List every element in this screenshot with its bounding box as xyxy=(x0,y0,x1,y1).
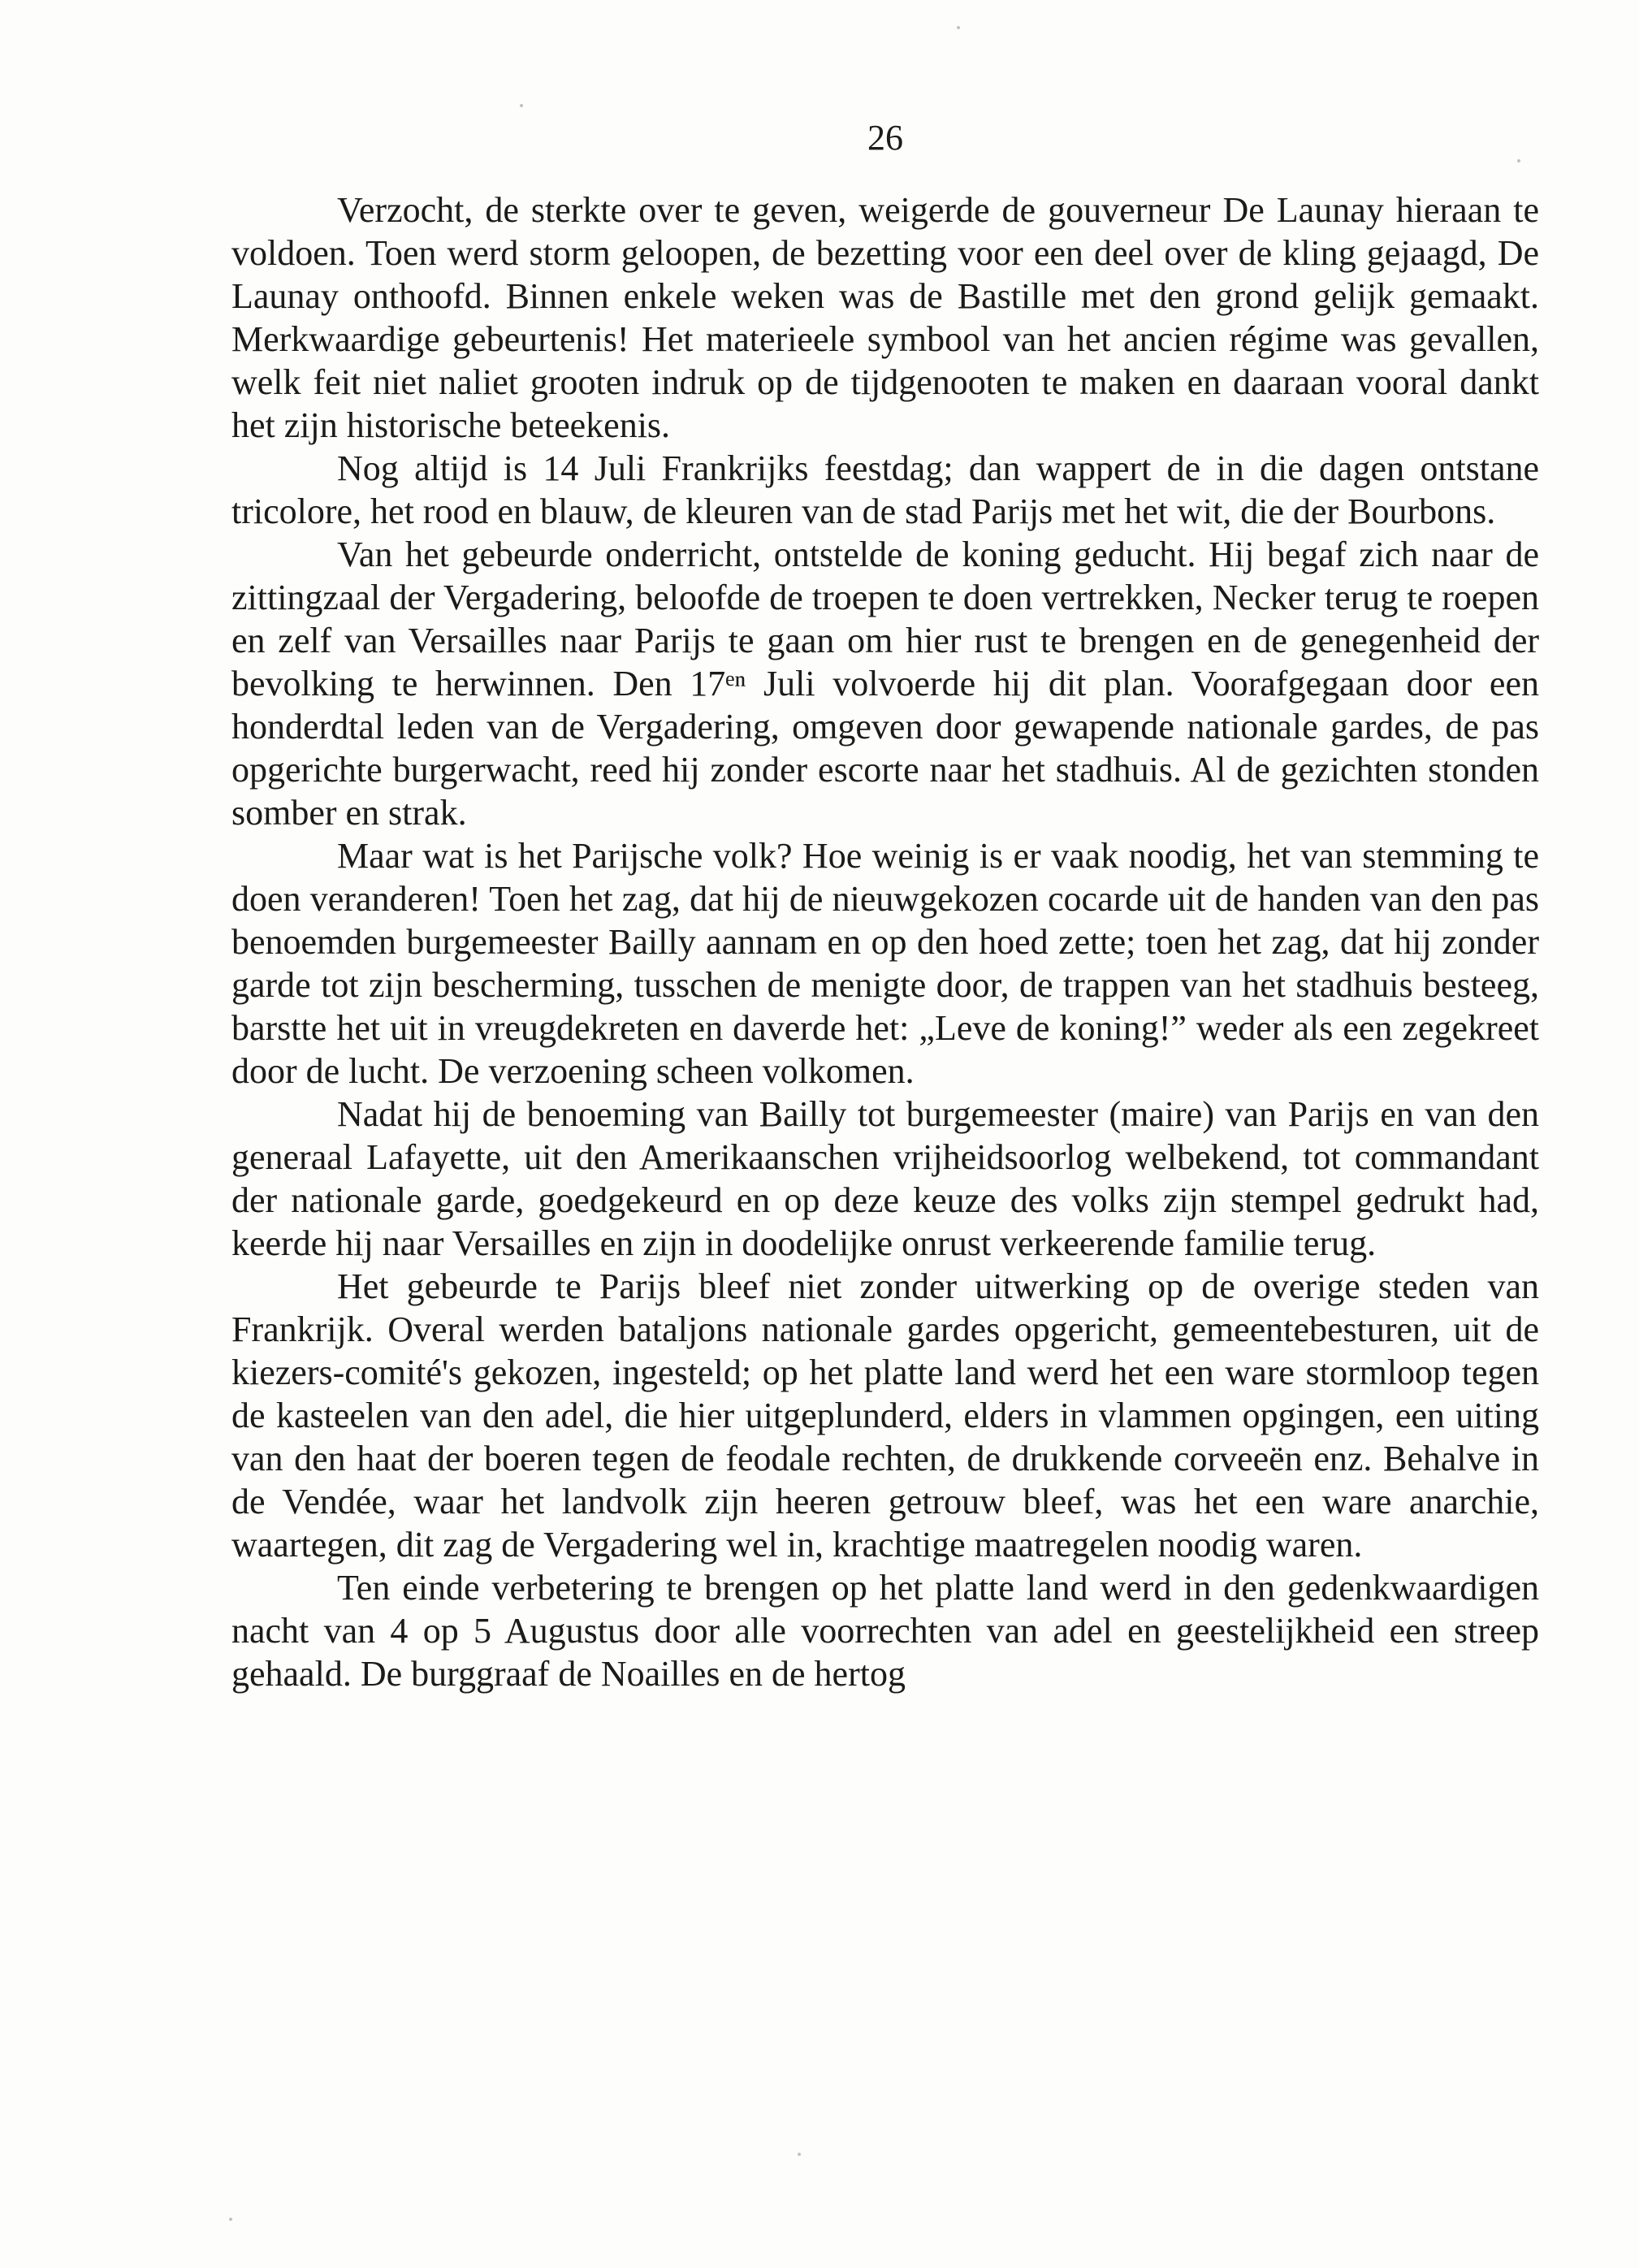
scan-speck xyxy=(957,26,960,29)
paragraph-augustus: Ten einde verbetering te brengen op het platte land werd in den gedenkwaardigen nacht van 4 op 5 Augustus door alle voorrechten van adel en geestelijkheid een streep gehaald. De burggraaf de Noailles en de hertog xyxy=(231,1568,1539,1694)
paragraph-steden: Het gebeurde te Parijs bleef niet zonder uitwerking op de overige steden van Frankrijk. Overal werden bataljons nationale gardes opgericht, gemeentebesturen, uit de kiezers-comité's gekozen, ingesteld; op het platte land werd het een ware stormloop tegen de kasteelen van den adel, die hier uitgeplunderd, elders in vlammen opgingen, een uiting van den haat der boeren tegen de feodale rechten, de drukkende corveeën enz. Behalve in de Vendée, waar het landvolk zijn heeren getrouw bleef, was het een ware anarchie, waartegen, dit zag de Vergadering wel in, krachtige maatregelen noodig waren. xyxy=(231,1266,1539,1565)
page-number: 26 xyxy=(867,118,903,158)
scan-speck xyxy=(1517,159,1520,162)
paragraph-feestdag: Nog altijd is 14 Juli Frankrijks feestdag; dan wappert de in die dagen ontstane tricolore, het rood en blauw, de kleuren van de stad Parijs met het wit, die der Bourbons. xyxy=(231,448,1539,531)
scan-speck xyxy=(229,2218,232,2221)
paragraph-bastille: Verzocht, de sterkte over te geven, weigerde de gouverneur De Launay hieraan te voldoen. Toen werd storm geloopen, de bezetting voor een deel over de kling gejaagd, De Launay onthoofd. Binnen enkele weken was de Bastille met den grond gelijk gemaakt. Merkwaardige gebeurtenis! Het materieele symbool van het ancien régime was gevallen, welk feit niet naliet grooten indruk op de tijdgenooten te maken en daaraan vooral dankt het zijn historische beteekenis. xyxy=(231,190,1539,445)
paragraph-koning: Van het gebeurde onderricht, ontstelde de koning geducht. Hij begaf zich naar de zittingzaal der Vergadering, beloofde de troepen te doen vertrekken, Necker terug te roepen en zelf van Versailles naar Parijs te gaan om hier rust te brengen en de genegenheid der bevolking te herwinnen. Den 17ᵉⁿ Juli volvoerde hij dit plan. Voorafgegaan door een honderdtal leden van de Vergadering, omgeven door gewapende nationale gardes, de pas opgerichte burgerwacht, reed hij zonder escorte naar het stadhuis. Al de gezichten stonden somber en strak. xyxy=(231,535,1539,833)
body-text xyxy=(231,188,1539,1695)
scan-speck xyxy=(798,2153,801,2156)
paragraph-parijsche-volk: Maar wat is het Parijsche volk? Hoe weinig is er vaak noodig, het van stemming te doen veranderen! Toen het zag, dat hij de nieuwgekozen cocarde uit de handen van den pas benoemden burgemeester Bailly aannam en op den hoed zette; toen het zag, dat hij zonder garde tot zijn bescherming, tusschen de menigte door, de trappen van het stadhuis besteeg, barstte het uit in vreugdekreten en daverde het: „Leve de koning!” weder als een zegekreet door de lucht. De verzoening scheen volkomen. xyxy=(231,836,1539,1091)
scan-speck xyxy=(520,104,523,107)
paragraph-bailly: Nadat hij de benoeming van Bailly tot burgemeester (maire) van Parijs en van den generaal Lafayette, uit den Amerikaanschen vrijheidsoorlog welbekend, tot commandant der nationale garde, goedgekeurd en op deze keuze des volks zijn stempel gedrukt had, keerde hij naar Versailles en zijn in doodelijke onrust verkeerende familie terug. xyxy=(231,1094,1539,1263)
